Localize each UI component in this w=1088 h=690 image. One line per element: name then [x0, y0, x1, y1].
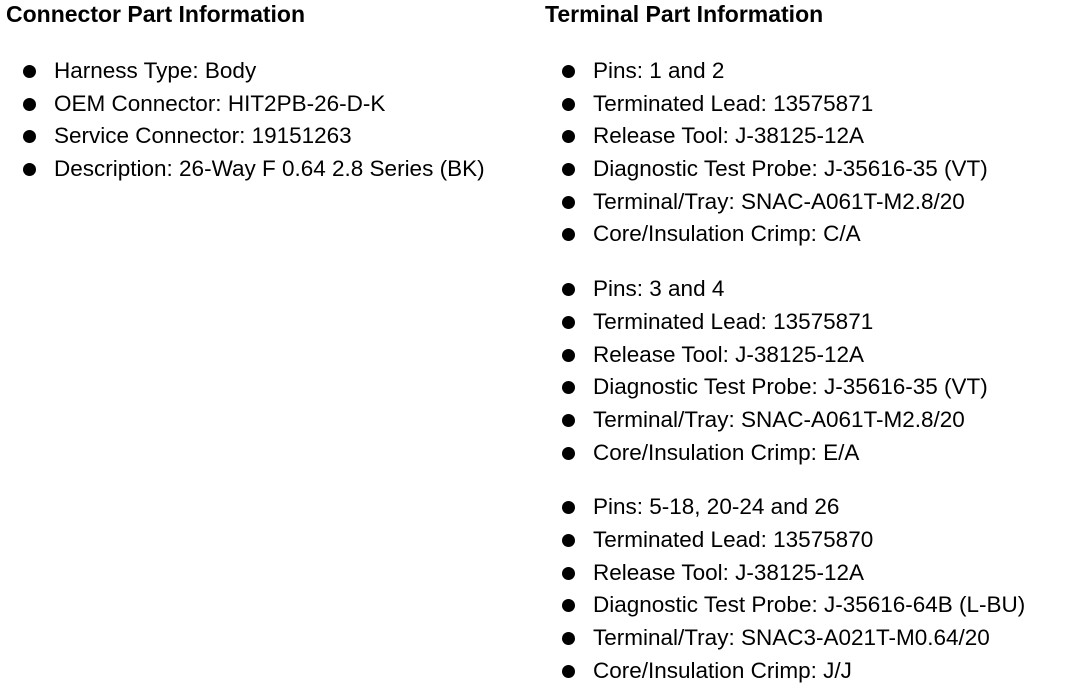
- service-connector-text: Service Connector: 19151263: [54, 123, 352, 149]
- core-insulation-crimp-text: Core/Insulation Crimp: J/J: [593, 657, 852, 683]
- terminal-tray-text: Terminal/Tray: SNAC-A061T-M2.8/20: [593, 188, 965, 214]
- core-insulation-crimp-text: Core/Insulation Crimp: E/A: [593, 439, 860, 465]
- terminated-lead-text: Terminated Lead: 13575871: [593, 90, 874, 116]
- list-item: [6, 55, 536, 88]
- release-tool-text: Release Tool: J-38125-12A: [593, 559, 865, 585]
- bullet-icon: [23, 163, 36, 176]
- bullet-icon: [562, 414, 575, 427]
- pins-text: Pins: 1 and 2: [593, 58, 725, 83]
- terminated-lead-text: Terminated Lead: 13575871: [593, 308, 874, 334]
- bullet-icon: [562, 381, 575, 394]
- bullet-icon: [562, 665, 575, 678]
- bullet-icon: [562, 501, 575, 514]
- bullet-icon: [562, 228, 575, 241]
- terminal-group-2-list: [545, 273, 1085, 469]
- terminal-part-information-section: [545, 0, 1085, 687]
- list-item: [545, 88, 1085, 121]
- bullet-icon: [562, 534, 575, 547]
- list-item: [545, 120, 1085, 153]
- list-item: [545, 218, 1085, 251]
- list-item: [545, 491, 1085, 524]
- bullet-icon: [562, 316, 575, 329]
- release-tool-text: Release Tool: J-38125-12A: [593, 341, 865, 367]
- release-tool-text: Release Tool: J-38125-12A: [593, 123, 865, 149]
- terminal-tray-text: Terminal/Tray: SNAC-A061T-M2.8/20: [593, 406, 965, 432]
- list-item: [545, 622, 1085, 655]
- bullet-icon: [562, 163, 575, 176]
- bullet-icon: [23, 98, 36, 111]
- list-item: [545, 371, 1085, 404]
- list-item: [6, 88, 536, 121]
- list-item: [545, 273, 1085, 306]
- harness-type-text: Harness Type: Body: [54, 58, 257, 83]
- list-item: [545, 557, 1085, 590]
- oem-connector-text: OEM Connector: HIT2PB-26-D-K: [54, 90, 386, 116]
- terminal-tray-text: Terminal/Tray: SNAC3-A021T-M0.64/20: [593, 625, 990, 650]
- bullet-icon: [562, 196, 575, 209]
- list-item: [6, 153, 536, 186]
- bullet-icon: [562, 98, 575, 111]
- bullet-icon: [562, 283, 575, 296]
- list-item: [545, 524, 1085, 557]
- connector-section-heading: Connector Part Information: [6, 1, 306, 27]
- diagnostic-test-probe-text: Diagnostic Test Probe: J-35616-35 (VT): [593, 156, 988, 182]
- diagnostic-test-probe-text: Diagnostic Test Probe: J-35616-64B (L-BU): [593, 592, 1026, 618]
- list-item: [545, 589, 1085, 622]
- bullet-icon: [562, 130, 575, 143]
- bullet-icon: [562, 632, 575, 645]
- diagnostic-test-probe-text: Diagnostic Test Probe: J-35616-35 (VT): [593, 374, 988, 400]
- bullet-icon: [562, 65, 575, 78]
- list-item: [545, 655, 1085, 688]
- bullet-icon: [562, 349, 575, 362]
- list-item: [545, 339, 1085, 372]
- bullet-icon: [562, 447, 575, 460]
- description-text: Description: 26-Way F 0.64 2.8 Series (BK): [54, 156, 485, 182]
- terminal-section-heading: Terminal Part Information: [545, 1, 824, 27]
- list-item: [545, 186, 1085, 219]
- bullet-icon: [562, 567, 575, 580]
- connector-info-list: [6, 55, 536, 186]
- terminated-lead-text: Terminated Lead: 13575870: [593, 526, 874, 552]
- list-item: [545, 437, 1085, 470]
- list-item: [6, 120, 536, 153]
- bullet-icon: [23, 65, 36, 78]
- list-item: [545, 404, 1085, 437]
- list-item: [545, 153, 1085, 186]
- terminal-group-1-list: [545, 55, 1085, 251]
- list-item: [545, 306, 1085, 339]
- connector-part-information-section: [6, 0, 536, 186]
- pins-text: Pins: 5-18, 20-24 and 26: [593, 494, 840, 520]
- list-item: [545, 55, 1085, 88]
- core-insulation-crimp-text: Core/Insulation Crimp: C/A: [593, 221, 861, 247]
- pins-text: Pins: 3 and 4: [593, 276, 725, 302]
- terminal-group-3-list: [545, 491, 1085, 687]
- bullet-icon: [23, 130, 36, 143]
- bullet-icon: [562, 599, 575, 612]
